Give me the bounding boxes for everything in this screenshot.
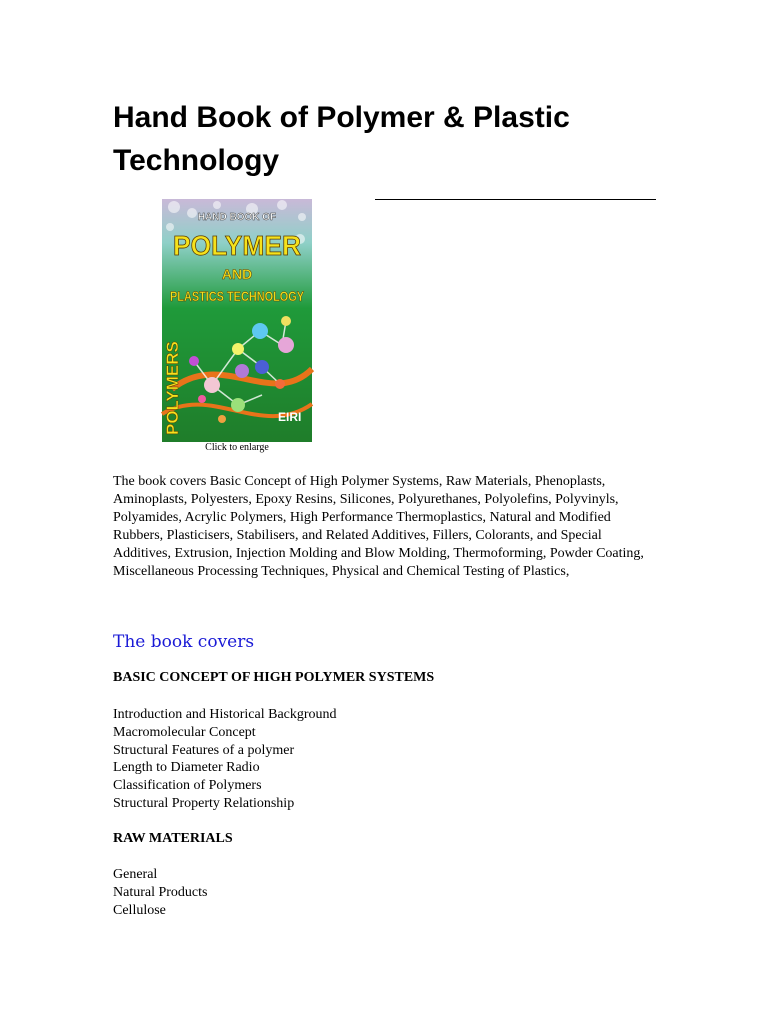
horizontal-rule <box>375 199 656 200</box>
list-item: Classification of Polymers <box>113 778 262 794</box>
section-title-raw-materials: RAW MATERIALS <box>113 831 233 846</box>
book-cover-image[interactable] <box>162 199 312 442</box>
covers-heading: The book covers <box>113 632 255 652</box>
cover-line3: AND <box>221 266 253 282</box>
cover-publisher-logo: EIRI <box>278 410 302 424</box>
list-item: Length to Diameter Radio <box>113 760 260 776</box>
cover-line2: POLYMER <box>173 230 301 261</box>
cover-spine-text: POLYMERS <box>163 341 182 435</box>
section-list-raw-materials <box>113 866 207 919</box>
book-cover-illustration <box>162 199 312 442</box>
intro-paragraph: The book covers Basic Concept of High Polymer Systems, Raw Materials, Phenoplasts, Aminoplasts, Polyesters, Epoxy Resins, Silicones, Polyurethanes, Polyolefins, Polyvinyls, Polyamides, Acrylic Polymers, High Performance Thermoplastics, Natural and Modified Rubbers, Plasticisers, Stabilisers, and Related Additives, Fillers, Colorants, and Special Additives, Extrusion, Injection Molding and Blow Molding, Thermoforming, Powder Coating, Miscellaneous Processing Techniques, Physical and Chemical Testing of Plastics, <box>113 474 644 579</box>
list-item: General <box>113 867 158 882</box>
list-item: Natural Products <box>113 884 208 900</box>
list-item: Structural Features of a polymer <box>113 742 295 758</box>
list-item: Structural Property Relationship <box>113 795 295 811</box>
page-title: Hand Book of Polymer & Plastic Technology <box>113 101 570 177</box>
section-title-basic-concept: BASIC CONCEPT OF HIGH POLYMER SYSTEMS <box>113 670 435 685</box>
cover-line4: PLASTICS TECHNOLOGY <box>170 288 305 304</box>
enlarge-link[interactable]: Click to enlarge <box>205 442 269 453</box>
list-item: Introduction and Historical Background <box>113 707 337 722</box>
cover-line1: HAND BOOK OF <box>197 212 277 223</box>
section-list-basic-concept <box>113 706 337 813</box>
list-item: Macromolecular Concept <box>113 724 256 740</box>
list-item: Cellulose <box>113 902 166 918</box>
